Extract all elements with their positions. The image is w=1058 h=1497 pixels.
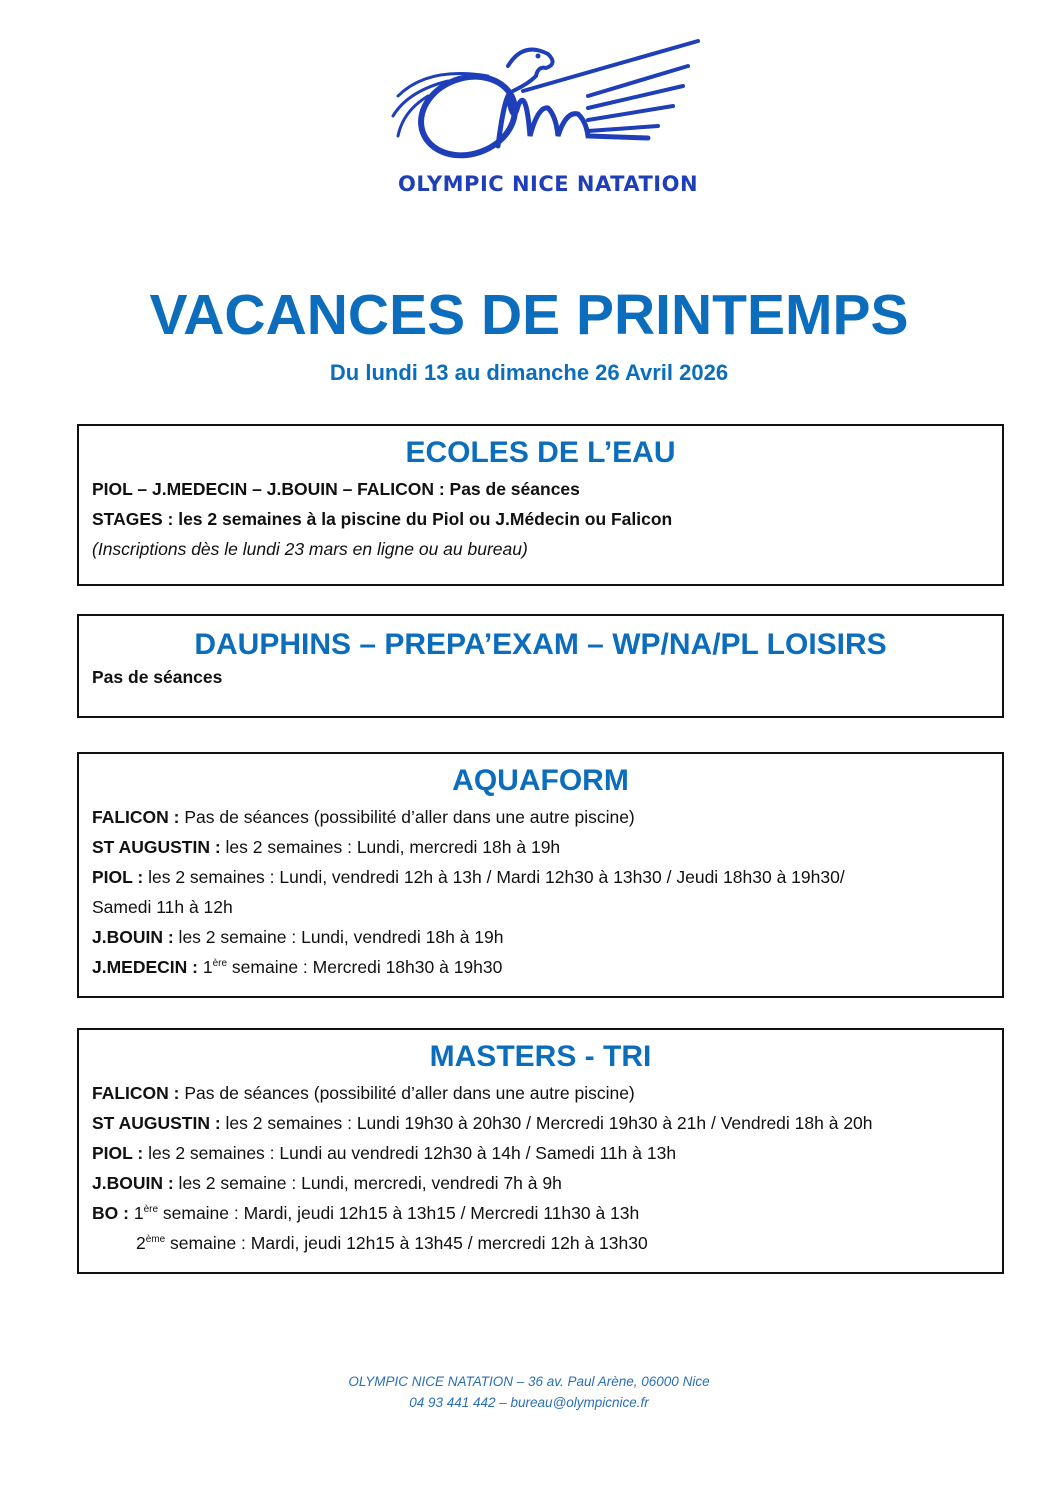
section-title: ECOLES DE L’EAU bbox=[405, 436, 676, 469]
section-line: PIOL – J.MEDECIN – J.BOUIN – FALICON : Pas de séances bbox=[92, 479, 580, 499]
section-title: MASTERS - TRI bbox=[429, 1040, 652, 1073]
section-line: J.BOUIN : les 2 semaine : Lundi, mercredi, vendredi 7h à 9h bbox=[92, 1173, 562, 1193]
section-line: J.MEDECIN : 1ère semaine : Mercredi 18h30 à 19h30 bbox=[92, 957, 503, 977]
section-line: Samedi 11h à 12h bbox=[92, 897, 233, 917]
footer-address: OLYMPIC NICE NATATION – 36 av. Paul Arène, 06000 Nice bbox=[348, 1374, 710, 1389]
section-line: 2ème semaine : Mardi, jeudi 12h15 à 13h45 / mercredi 12h à 13h30 bbox=[136, 1233, 648, 1253]
logo-text: OLYMPIC NICE NATATION bbox=[397, 172, 699, 196]
section-line: FALICON : Pas de séances (possibilité d’aller dans une autre piscine) bbox=[92, 807, 635, 827]
club-logo bbox=[388, 36, 708, 196]
footer-contact: 04 93 441 442 – bureau@olympicnice.fr bbox=[409, 1395, 649, 1410]
eagle-logo-icon bbox=[388, 36, 708, 176]
section-title: AQUAFORM bbox=[452, 764, 629, 797]
section-line: ST AUGUSTIN : les 2 semaines : Lundi 19h30 à 20h30 / Mercredi 19h30 à 21h / Vendredi 18h à 20h bbox=[92, 1113, 873, 1133]
section-aquaform bbox=[77, 752, 1004, 998]
section-line: Pas de séances bbox=[92, 667, 223, 687]
section-line: ST AUGUSTIN : les 2 semaines : Lundi, mercredi 18h à 19h bbox=[92, 837, 561, 857]
section-line: PIOL : les 2 semaines : Lundi, vendredi 12h à 13h / Mardi 12h30 à 13h30 / Jeudi 18h30 à 19h30/ bbox=[92, 867, 845, 887]
section-ecoles-de-leau bbox=[77, 424, 1004, 586]
section-line: PIOL : les 2 semaines : Lundi au vendredi 12h30 à 14h / Samedi 11h à 13h bbox=[92, 1143, 677, 1163]
section-dauphins bbox=[77, 614, 1004, 718]
section-line: BO : 1ère semaine : Mardi, jeudi 12h15 à 13h15 / Mercredi 11h30 à 13h bbox=[92, 1203, 640, 1223]
section-line: (Inscriptions dès le lundi 23 mars en ligne ou au bureau) bbox=[92, 539, 528, 559]
section-line: J.BOUIN : les 2 semaine : Lundi, vendredi 18h à 19h bbox=[92, 927, 504, 947]
section-title: DAUPHINS – PREPA’EXAM – WP/NA/PL LOISIRS bbox=[194, 628, 887, 661]
page-title: VACANCES DE PRINTEMPS bbox=[149, 283, 909, 347]
page-subtitle: Du lundi 13 au dimanche 26 Avril 2026 bbox=[329, 360, 729, 385]
section-line: STAGES : les 2 semaines à la piscine du Piol ou J.Médecin ou Falicon bbox=[92, 509, 673, 529]
section-line: FALICON : Pas de séances (possibilité d’aller dans une autre piscine) bbox=[92, 1083, 635, 1103]
footer bbox=[0, 1371, 1058, 1413]
section-masters-tri bbox=[77, 1028, 1004, 1274]
